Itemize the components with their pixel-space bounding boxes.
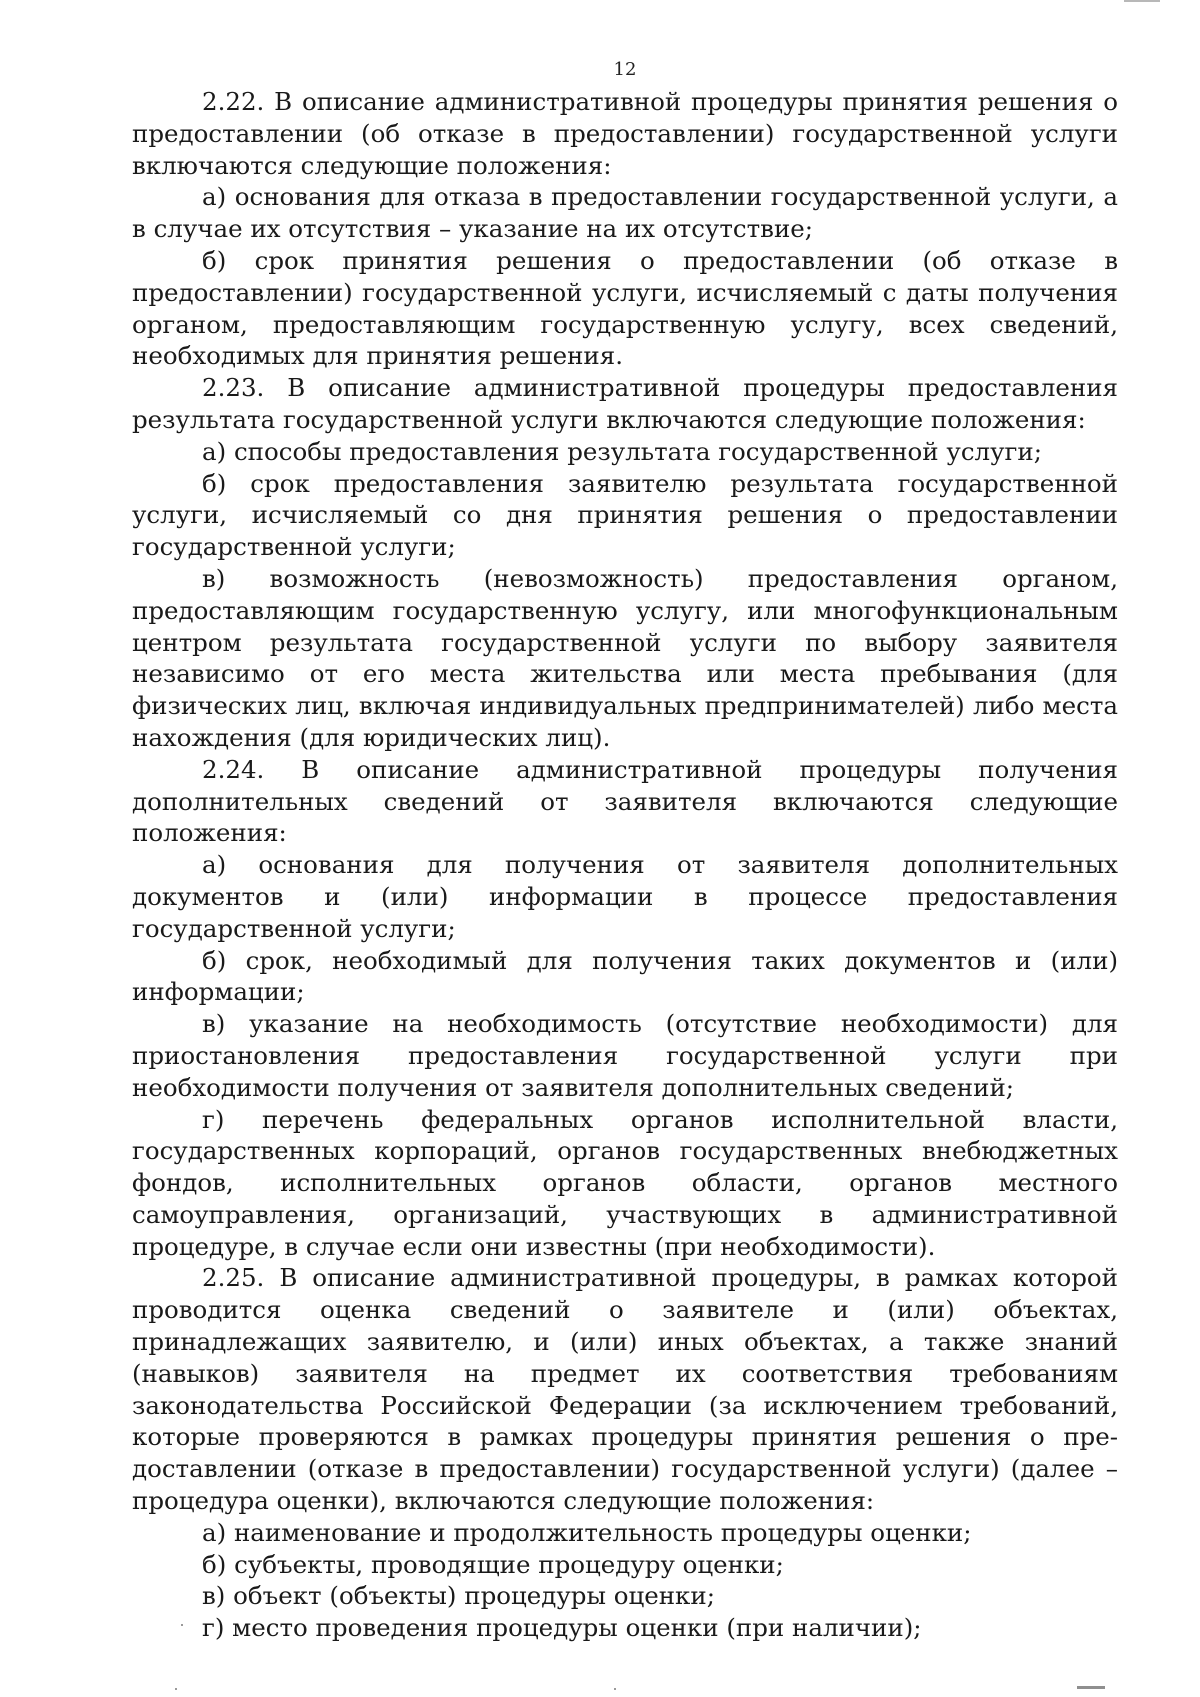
paragraph-2-22: 2.22. В описание административной процедуры принятия решения о предоставлении (об отказе в предоставлении) государственной услуги включаются следующие положения: xyxy=(132,87,1118,180)
scan-artifact xyxy=(175,1688,177,1690)
page-number: 12 xyxy=(613,59,637,80)
paragraph-2-24-a: а) основания для получения от заявителя дополнительных документов и (или) информации в процессе предоставления государственной услуги; xyxy=(132,850,1118,943)
paragraph-2-24-v: в) указание на необходимость (отсутствие необходимости) для приостановления предоставления государственной услуги при необходимости получения от заявителя дополнительных сведений; xyxy=(132,1009,1118,1102)
paragraph-2-22-a: а) основания для отказа в предоставлении государственной услуги, а в случае их отсутствия – указание на их отсутствие; xyxy=(132,182,1118,244)
paragraph-2-24-g: г) перечень федеральных органов исполнительной власти, государственных корпораций, органов государственных внебюджетных фондов, исполнительных органов области, органов местного самоуправления, организаций, участвующих в административной процедуре, в случае если они известны (при необходимости). xyxy=(132,1104,1118,1261)
paragraph-2-23: 2.23. В описание административной процедуры предоставления результата государственной услуги включаются следующие положения: xyxy=(132,373,1118,434)
scan-artifact xyxy=(181,1624,183,1626)
paragraph-2-25-v: в) объект (объекты) процедуры оценки; xyxy=(202,1581,715,1611)
paragraph-2-22-b: б) срок принятия решения о предоставлении (об отказе в предоставлении) государственной услуги, исчисляемый с даты получения органом, предоставляющим государственную услугу, всех сведений, необходимых для принятия решения. xyxy=(132,245,1118,371)
paragraph-2-25: 2.25. В описание административной процедуры, в рамках которой проводится оценка сведений о заявителе и (или) объектах, принадлежащих заявителю, и (или) иных объектах, а также знаний (навыков) заявителя на предмет их соответствия требованиям законодательства Российской Федерации (за исключением требований, которые проверяются в рамках процедуры принятия решения о предоставлении (отказе в предоставлении) государственной услуги) (далее – процедура оценки), включаются следующие положения: xyxy=(132,1263,1118,1516)
scan-artifact xyxy=(1077,1686,1105,1689)
paragraph-2-25-a: а) наименование и продолжительность процедуры оценки; xyxy=(202,1517,972,1547)
paragraph-2-25-b: б) субъекты, проводящие процедуру оценки; xyxy=(202,1549,784,1579)
paragraph-2-23-b: б) срок предоставления заявителю результата государственной услуги, исчисляемый со дня принятия решения о предоставлении государственной услуги; xyxy=(132,468,1118,562)
paragraph-2-23-a: а) способы предоставления результата государственной услуги; xyxy=(202,436,1042,466)
paragraph-2-24-b: б) срок, необходимый для получения таких документов и (или) информации; xyxy=(132,945,1118,1007)
document-body xyxy=(132,86,1118,1644)
paragraph-2-24: 2.24. В описание административной процедуры получения дополнительных сведений от заявителя включаются следующие положения: xyxy=(132,754,1118,848)
paragraph-2-23-v: в) возможность (невозможность) предоставления органом, предоставляющим государственную услугу, или многофункциональным центром результата государственной услуги по выбору заявителя независимо от его места жительства или места пребывания (для физических лиц, включая индивидуальных предпринимателей) либо места нахождения (для юридических лиц). xyxy=(132,563,1118,752)
scan-artifact xyxy=(1124,0,1160,2)
scan-artifact xyxy=(614,1688,616,1690)
paragraph-2-25-g: г) место проведения процедуры оценки (при наличии); xyxy=(202,1613,922,1643)
